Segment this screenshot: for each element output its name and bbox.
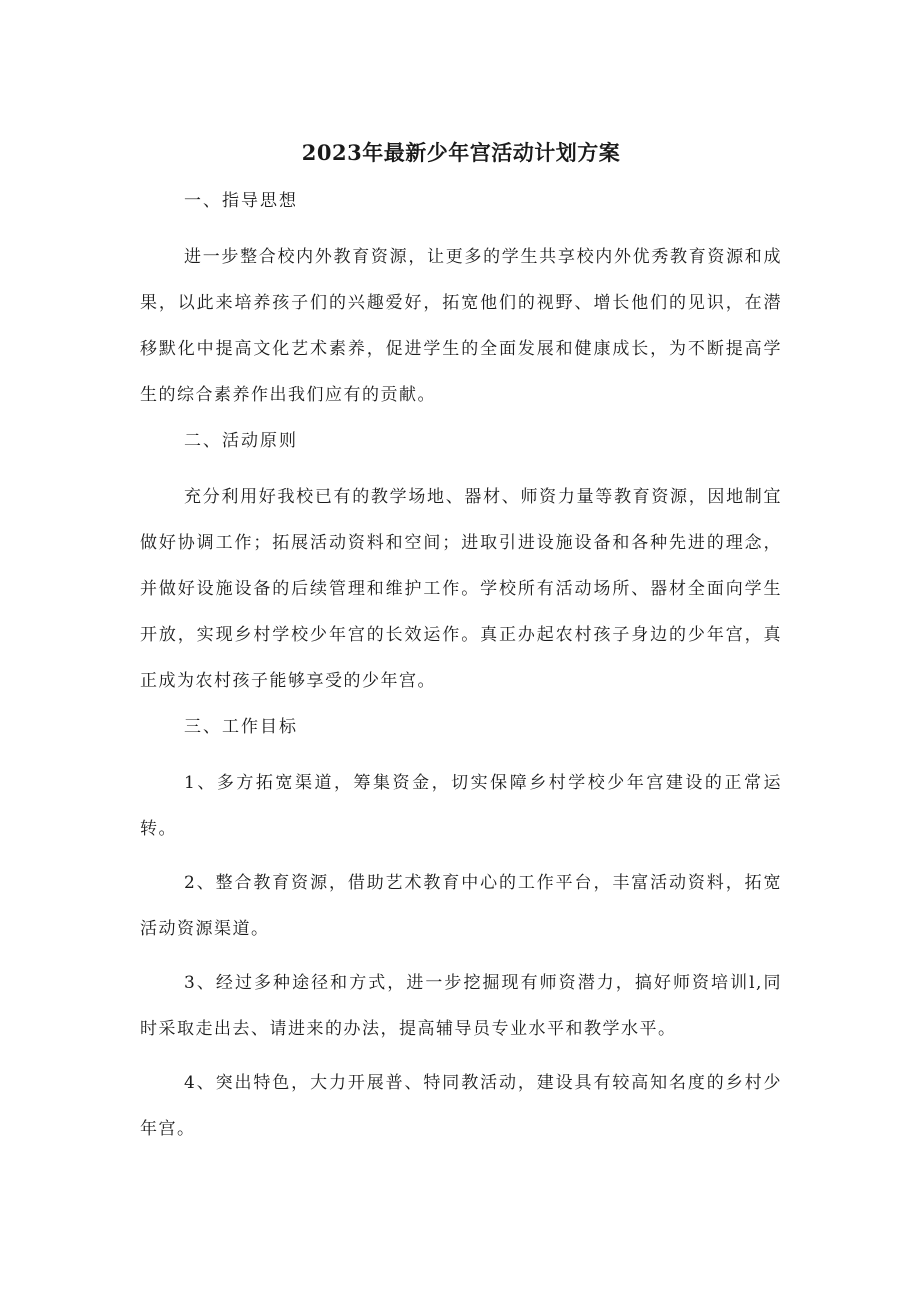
- paragraph-guiding-ideology: 进一步整合校内外教育资源，让更多的学生共享校内外优秀教育资源和成果，以此来培养孩子们的兴趣爱好，拓宽他们的视野、增长他们的见识，在潜移默化中提高文化艺术素养，促进学生的全面发展和健康成长，为不断提高学生的综合素养作出我们应有的贡献。: [140, 247, 782, 405]
- goal-item-4: 4、突出特色，大力开展普、特同教活动，建设具有较高知名度的乡村少年宫。: [140, 1073, 782, 1139]
- section-heading-guiding-ideology: 一、指导思想: [184, 191, 298, 211]
- paragraph-activity-principles: 充分利用好我校已有的教学场地、器材、师资力量等教育资源，因地制宜做好协调工作；拓展活动资料和空间；进取引进设施设备和各种先进的理念，并做好设施设备的后续管理和维护工作。学校所有活动场所、器材全面向学生开放，实现乡村学校少年宫的长效运作。真正办起农村孩子身边的少年宫，真正成为农村孩子能够享受的少年宫。: [140, 487, 782, 691]
- section-heading-work-goals: 三、工作目标: [184, 717, 298, 737]
- section-heading-activity-principles: 二、活动原则: [184, 431, 298, 451]
- goal-item-2: 2、整合教育资源，借助艺术教育中心的工作平台，丰富活动资料，拓宽活动资源渠道。: [140, 873, 782, 939]
- document-page: [140, 128, 782, 1160]
- document-title: 2023年最新少年宫活动计划方案: [301, 140, 621, 165]
- goal-item-3: 3、经过多种途径和方式，进一步挖掘现有师资潜力，搞好师资培训l,同时采取走出去、请进来的办法，提高辅导员专业水平和教学水平。: [140, 973, 782, 1039]
- goal-item-1: 1、多方拓宽渠道，筹集资金，切实保障乡村学校少年宫建设的正常运转。: [140, 773, 782, 839]
